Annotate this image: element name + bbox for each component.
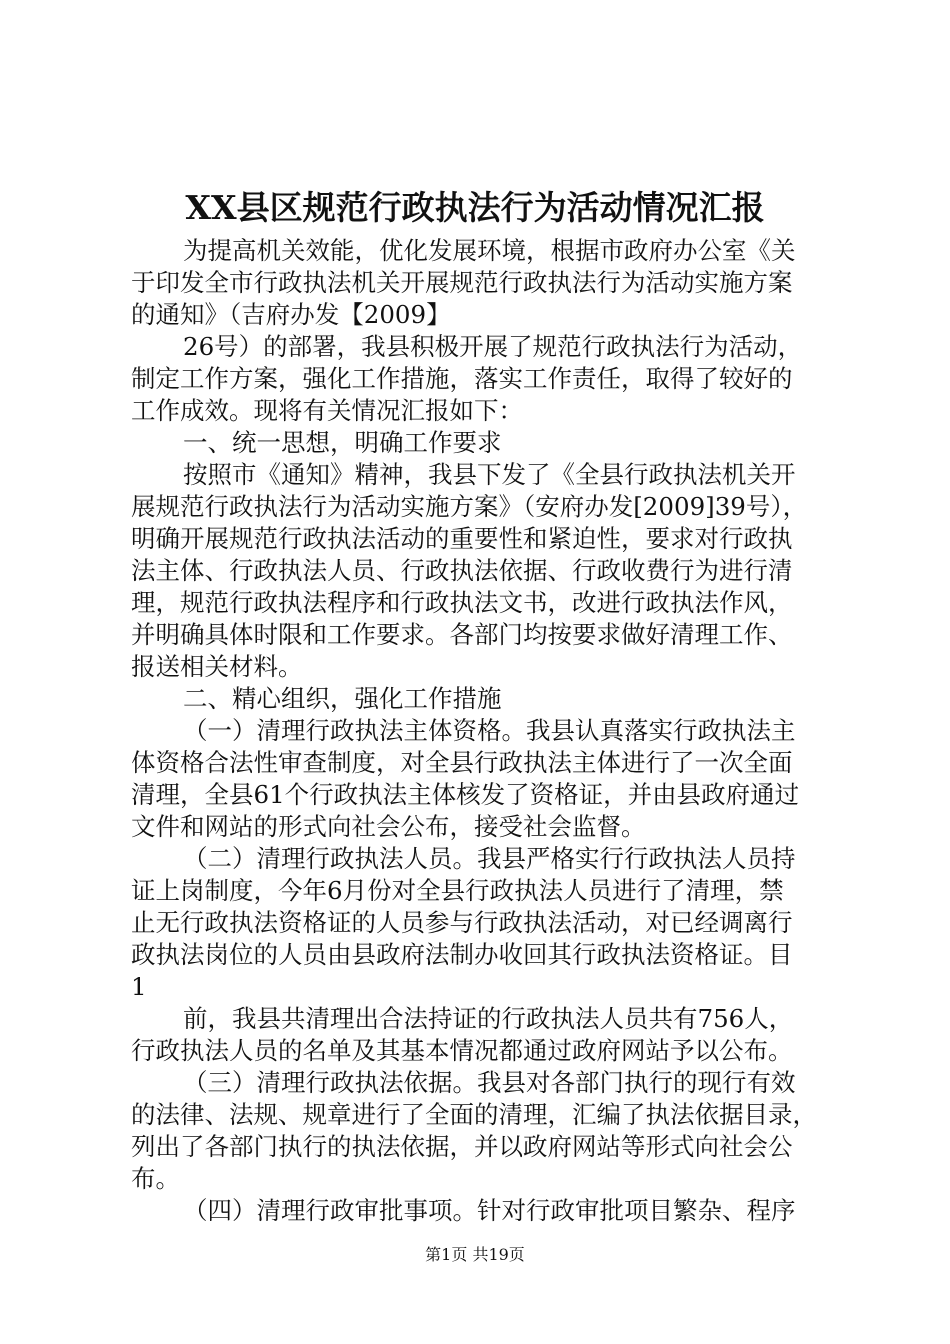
body-line: （一）清理行政执法主体资格。我县认真落实行政执法主 (183, 716, 796, 745)
body-line: 制定工作方案，强化工作措施，落实工作责任，取得了较好的 (131, 364, 793, 393)
body-line: 工作成效。现将有关情况汇报如下： (131, 396, 523, 425)
body-line: 报送相关材料。 (131, 652, 303, 681)
body-line: 止无行政执法资格证的人员参与行政执法活动，对已经调离行 (131, 908, 793, 937)
body-line: 行政执法人员的名单及其基本情况都通过政府网站予以公布。 (131, 1036, 793, 1065)
body-line: （二）清理行政执法人员。我县严格实行行政执法人员持 (183, 844, 796, 873)
page-break-number: 1 (131, 972, 147, 1001)
body-line: 清理，全县61个行政执法主体核发了资格证，并由县政府通过 (131, 780, 800, 809)
body-line: 法主体、行政执法人员、行政执法依据、行政收费行为进行清 (131, 556, 793, 585)
body-line: 理，规范行政执法程序和行政执法文书，改进行政执法作风， (131, 588, 793, 617)
document-title: XX县区规范行政执法行为活动情况汇报 (185, 188, 765, 227)
page-footer: 第1页 共19页 (425, 1245, 525, 1264)
body-line: 明确开展规范行政执法活动的重要性和紧迫性，要求对行政执 (131, 524, 793, 553)
body-line: 并明确具体时限和工作要求。各部门均按要求做好清理工作、 (131, 620, 793, 649)
body-line: 26号）的部署，我县积极开展了规范行政执法行为活动， (183, 332, 803, 361)
body-line: 的通知》（吉府办发【2009】 (131, 300, 451, 329)
body-line: 列出了各部门执行的执法依据，并以政府网站等形式向社会公 (131, 1132, 793, 1161)
section-heading: 二、精心组织，强化工作措施 (183, 684, 502, 713)
body-line: （三）清理行政执法依据。我县对各部门执行的现行有效 (183, 1068, 796, 1097)
body-line: 为提高机关效能，优化发展环境，根据市政府办公室《关 (183, 236, 796, 265)
section-heading: 一、统一思想，明确工作要求 (183, 428, 502, 457)
body-line: 展规范行政执法行为活动实施方案》（安府办发[2009]39号）， (131, 492, 808, 521)
body-line: 布。 (131, 1164, 180, 1193)
body-line: 体资格合法性审查制度，对全县行政执法主体进行了一次全面 (131, 748, 793, 777)
body-line: 证上岗制度，今年6月份对全县行政执法人员进行了清理，禁 (131, 876, 784, 905)
body-line: （四）清理行政审批事项。针对行政审批项目繁杂、程序 (183, 1196, 796, 1225)
body-line: 文件和网站的形式向社会公布，接受社会监督。 (131, 812, 646, 841)
body-line: 的法律、法规、规章进行了全面的清理，汇编了执法依据目录， (131, 1100, 817, 1129)
body-line: 前，我县共清理出合法持证的行政执法人员共有756人， (183, 1004, 794, 1033)
body-line: 按照市《通知》精神，我县下发了《全县行政执法机关开 (183, 460, 796, 489)
body-line: 政执法岗位的人员由县政府法制办收回其行政执法资格证。目 (131, 940, 793, 969)
body-line: 于印发全市行政执法机关开展规范行政执法行为活动实施方案 (131, 268, 793, 297)
